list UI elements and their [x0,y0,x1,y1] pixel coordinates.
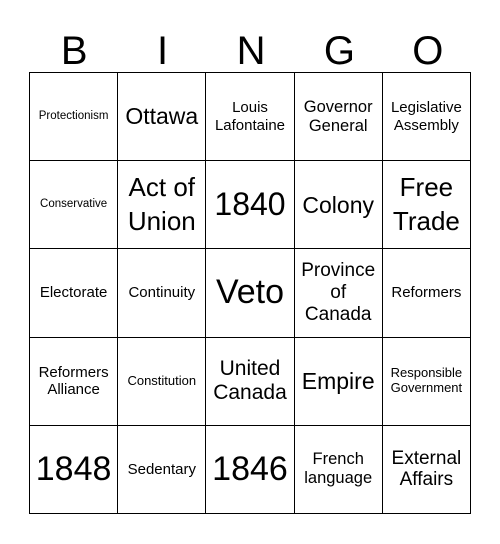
bingo-cell[interactable]: Protectionism [30,73,118,161]
bingo-cell[interactable]: Veto [206,249,294,337]
header-letter-n: N [236,29,266,73]
header-letter-o: O [412,29,444,73]
bingo-cell[interactable]: French language [295,426,383,514]
bingo-cell[interactable]: Free Trade [383,161,471,249]
bingo-cell[interactable]: Legislative Assembly [383,73,471,161]
header-letter-i: I [157,29,169,73]
bingo-cell[interactable]: Louis Lafontaine [206,73,294,161]
bingo-cell[interactable]: 1848 [30,426,118,514]
bingo-cell[interactable]: External Affairs [383,426,471,514]
bingo-cell[interactable]: Province of Canada [295,249,383,337]
bingo-cell[interactable]: Constitution [118,338,206,426]
bingo-cell[interactable]: Electorate [30,249,118,337]
bingo-cell[interactable]: Ottawa [118,73,206,161]
bingo-cell[interactable]: 1846 [206,426,294,514]
header-letter-g: G [323,29,355,73]
bingo-cell[interactable]: Act of Union [118,161,206,249]
header-letter-b: B [60,29,88,73]
bingo-cell[interactable]: Conservative [30,161,118,249]
bingo-grid [29,72,471,514]
bingo-cell[interactable]: Reformers [383,249,471,337]
bingo-cell[interactable]: Reformers Alliance [30,338,118,426]
bingo-cell[interactable]: 1840 [206,161,294,249]
bingo-cell[interactable]: Governor General [295,73,383,161]
bingo-cell[interactable]: United Canada [206,338,294,426]
bingo-cell[interactable]: Responsible Government [383,338,471,426]
bingo-cell[interactable]: Continuity [118,249,206,337]
bingo-header [30,28,472,74]
bingo-cell[interactable]: Colony [295,161,383,249]
bingo-cell[interactable]: Sedentary [118,426,206,514]
bingo-cell[interactable]: Empire [295,338,383,426]
